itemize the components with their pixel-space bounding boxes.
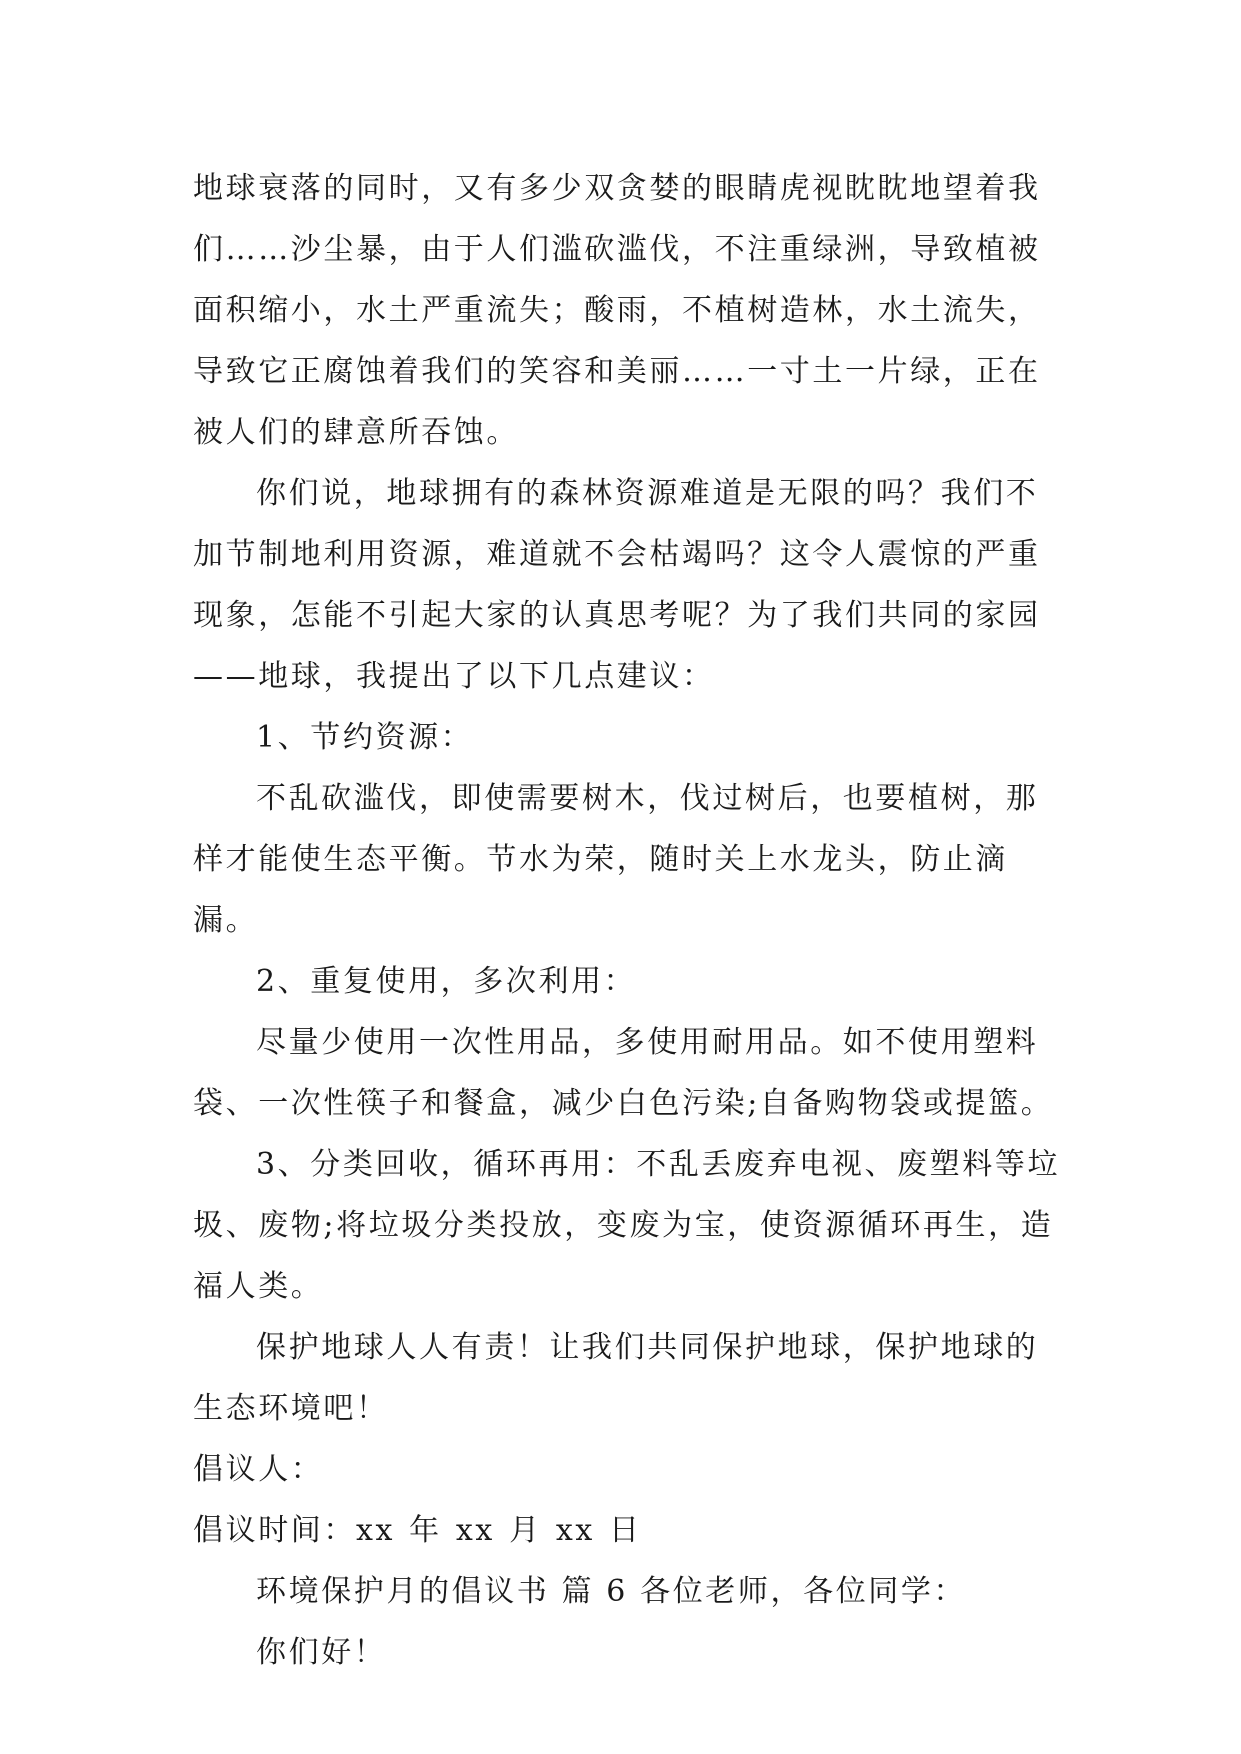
- document-body: [193, 158, 1063, 1683]
- signature-initiator: 倡议人：: [193, 1452, 324, 1487]
- paragraph-greeting: 你们好！: [256, 1635, 387, 1670]
- paragraph-save-resources: 不乱砍滥伐，即使需要树木，伐过树后，也要植树，那样才能使生态平衡。节水为荣，随时关上水龙头，防止滴漏。: [193, 781, 1039, 938]
- signature-date: 倡议时间：xx 年 xx 月 xx 日: [193, 1513, 642, 1548]
- heading-reuse: 2、重复使用，多次利用：: [256, 964, 637, 999]
- paragraph-recycle: 3、分类回收，循环再用：不乱丢废弃电视、废塑料等垃圾、废物;将垃圾分类投放，变废为宝，使资源循环再生，造福人类。: [193, 1147, 1061, 1304]
- paragraph-forest-resources: 你们说，地球拥有的森林资源难道是无限的吗？我们不加节制地利用资源，难道就不会枯竭吗？这令人震惊的严重现象，怎能不引起大家的认真思考呢？为了我们共同的家园——地球，我提出了以下几点建议：: [193, 476, 1041, 694]
- paragraph-desertification: 地球衰落的同时，又有多少双贪婪的眼睛虎视眈眈地望着我们……沙尘暴，由于人们滥砍滥伐，不注重绿洲，导致植被面积缩小，水土严重流失；酸雨，不植树造林，水土流失，导致它正腐蚀着我们的笑容和美丽……一寸土一片绿，正在被人们的肆意所吞蚀。: [193, 171, 1041, 450]
- paragraph-closing-call: 保护地球人人有责！让我们共同保护地球，保护地球的生态环境吧！: [193, 1330, 1039, 1426]
- paragraph-reuse: 尽量少使用一次性用品，多使用耐用品。如不使用塑料袋、一次性筷子和餐盒，减少白色污染;自备购物袋或提篮。: [193, 1025, 1054, 1121]
- heading-save-resources: 1、节约资源：: [256, 720, 474, 755]
- paragraph-next-article-title: 环境保护月的倡议书 篇 6 各位老师，各位同学：: [256, 1574, 967, 1609]
